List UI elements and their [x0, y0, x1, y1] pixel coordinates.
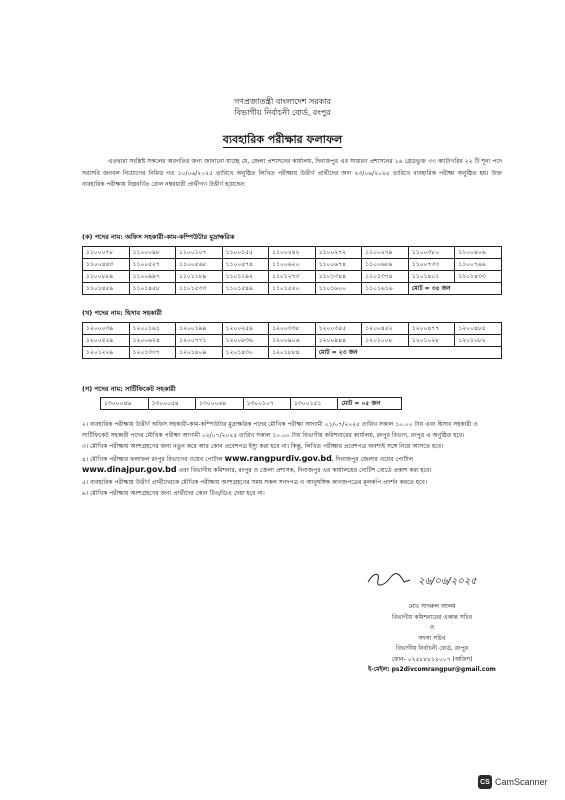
roll-number-cell: ১১০০৪৪৩	[83, 259, 130, 271]
signature-block	[362, 602, 502, 676]
roll-number-cell: ১১০০০৭৮	[83, 247, 130, 259]
roll-number-cell: ১১০০৪০৬	[455, 247, 502, 259]
roll-number-cell: ১২০০৬২৪	[129, 335, 176, 347]
table-row	[83, 259, 502, 271]
roll-number-cell: ১২০০৩৩৮	[269, 323, 316, 335]
roll-number-cell: ১১০১১৯২	[222, 271, 269, 283]
roll-number-cell: ১১০০০৯৮	[129, 247, 176, 259]
roll-number-cell: ১১০০২৪২	[269, 247, 316, 259]
rangpur-portal-link[interactable]: www.rangpurdiv.gov.bd	[224, 453, 332, 463]
roll-number-cell: ১১০০৬৮৯	[362, 259, 409, 271]
roll-number-cell: ১১০০৯৯৭	[129, 271, 176, 283]
total-count-cell: মোট = ৩৪ জন	[408, 283, 501, 295]
roll-number-cell: ১২০১৮৮৪	[269, 347, 316, 359]
roll-number-cell: ১১০১১৮৯	[176, 271, 223, 283]
roll-number-cell: ১২০০১৬১	[129, 323, 176, 335]
roll-number-cell: ১২০১৪০৯	[176, 347, 223, 359]
roll-number-cell: ১২০১০২৮	[408, 335, 455, 347]
notes	[82, 420, 502, 501]
roll-number-cell: ১১০০৭৩৩	[408, 259, 455, 271]
total-count-cell: মোট = ০৫ জন	[338, 398, 402, 410]
roll-number-cell: ১২০০৯০৬	[269, 335, 316, 347]
roll-number-cell: ১১০১৪৫৮	[129, 283, 176, 295]
roll-number-cell: ১২০১৪৩০	[222, 347, 269, 359]
document-title: ব্যবহারিক পরীক্ষার ফলাফল	[222, 133, 343, 146]
roll-number-cell: ১১০০৭৯৬	[455, 259, 502, 271]
table-row	[83, 283, 502, 295]
roll-number-cell: ১২০০৮৩৬	[222, 335, 269, 347]
table-row	[83, 271, 502, 283]
table-row	[83, 247, 502, 259]
roll-number-cell: ১১০০৫৭৪	[222, 259, 269, 271]
roll-number-cell: ১২০০৭৭১	[176, 335, 223, 347]
roll-table-certificate-assistant	[100, 397, 402, 410]
board-header: বিভাগীয় নির্বাচনী বোর্ড, রংপুর	[234, 108, 331, 117]
roll-number-cell: ১২০০৫২৯	[83, 335, 130, 347]
roll-number-cell: ১২০০৪৮৫	[455, 323, 502, 335]
camscanner-watermark	[478, 774, 548, 790]
intro-paragraph: এতদ্বারা সংশ্লিষ্ট সকলের অবগতির জন্য জানানো যাচ্ছে যে, জেলা প্রশাসনের কার্যালয়, দিনাজপুর এর সাধারণ প্রশাসনের ১৬ গ্রেডভুক্ত ৩৩ ক্যাটাগরির ২২ টি শূন্য পদে সরাসরি জনবল নিয়োগের নিমিত্ত গত ১০/০৬/২০২৫ তারিখে অনুষ্ঠিত লিখিত পরীক্ষায় উত্তীর্ণ প্রার্থীদের অদ্য ২৩/০৬/২০২৫ তারিখে ব্যবহারিক পরীক্ষা অনুষ্ঠিত হয়। উক্ত ব্যবহারিক পরীক্ষায় নিম্নবর্ণিত রোল নম্বরধারী প্রার্থীগণ উত্তীর্ণ হয়েছেন:	[82, 158, 502, 188]
section-heading-office-assistant: (ক) পদের নাম: অফিস সহকারী-কাম-কম্পিউটার মুদ্রাক্ষরিক	[82, 233, 235, 241]
govt-header: গণপ্রজাতন্ত্রী বাংলাদেশ সরকার	[233, 97, 332, 106]
roll-number-cell: ১৩০০০৫৪	[148, 398, 196, 410]
roll-number-cell: ১১০০৬৭৪	[315, 259, 362, 271]
roll-number-cell: ১২০০১৯৯	[176, 323, 223, 335]
roll-number-cell: ১১০০৩৮০	[408, 247, 455, 259]
signatory-name: মোঃ সাদরুল আলম	[408, 603, 456, 610]
roll-number-cell: ১১০০৫৬৮	[176, 259, 223, 271]
signatory-board: বিভাগীয় নির্বাচনী বোর্ড, রংপুর	[395, 645, 469, 652]
roll-number-cell: ১২০০৩৫৫	[315, 323, 362, 335]
roll-number-cell: ১১০০৬২০	[269, 259, 316, 271]
roll-table-accounts-assistant	[82, 322, 502, 359]
roll-number-cell: ১২০১০০৮	[362, 335, 409, 347]
roll-number-cell: ১১০০৮৮৯	[83, 271, 130, 283]
roll-number-cell: ১২০১০৮২	[455, 335, 502, 347]
table-row	[101, 398, 402, 410]
roll-number-cell: ১২০০৪৫২	[362, 323, 409, 335]
table-row	[83, 335, 502, 347]
roll-number-cell: ১২০০০৩৯	[83, 323, 130, 335]
roll-number-cell: ১১০১৬০০	[315, 283, 362, 295]
roll-number-cell: ১১০১৩৭৪	[362, 271, 409, 283]
roll-number-cell: ১১০০২৭২	[315, 247, 362, 259]
handwritten-signature	[340, 570, 560, 588]
roll-number-cell: ১২০০৯৪৪	[315, 335, 362, 347]
roll-number-cell: ১১০১৫৫০	[269, 283, 316, 295]
note-2: ২। ব্যবহারিক পরীক্ষায় উত্তীর্ণ অফিস সহকারী-কাম-কম্পিউটার মুদ্রাক্ষরিক পদের মৌখিক পরীক্ষা আগামী ০১/০৭/২০২৫ তারিখ সকাল ১০.০০ টায় এবং হিসাব সহকারী ও সার্টিফিকেট সহকারী পদের মৌখিক পরীক্ষা আগামী ০২/০৭/২০২৫ তারিখ সকাল ১০.০০ টায় বিভাগীয় কমিশনারের কার্যালয়, রংপুর বিভাগ, রংপুর এ অনুষ্ঠিত হবে।	[82, 421, 478, 439]
roll-number-cell: ১১০১৫৩৩	[176, 283, 223, 295]
roll-number-cell: ১২০০২৫৯	[222, 323, 269, 335]
signatory-designation: বিভাগীয় কমিশনারের একান্ত সচিব	[391, 613, 473, 621]
roll-number-cell: ১১০১২৭৩	[269, 271, 316, 283]
table-row	[83, 347, 502, 359]
signatory-and: ও	[429, 624, 435, 631]
signatory-email: ই-মেইল: ps2divcomrangpur@gmail.com	[368, 666, 496, 673]
roll-number-cell: ১১০১৪০১	[408, 271, 455, 283]
table-row	[83, 323, 502, 335]
roll-number-cell: ১৩০০১০৭	[243, 398, 291, 410]
note-4: ৪। মৌখিক পরীক্ষার ফলাফল রংপুর বিভাগের ওয়েব পোর্টাল www.rangpurdiv.gov.bd, দিনাজপুর জেলার ওয়েব পোর্টাল www.dinajpur.gov.bd এবং বিভাগীয় কমিশনার, রংপুর ও জেলা প্রশাসক, দিনাজপুর এর কার্যালয়ের নোটিশ বোর্ডে প্রকাশ করা হবে।	[82, 453, 432, 474]
roll-number-cell: ১২০১৩৩৭	[129, 347, 176, 359]
roll-number-cell: ১১০০৫২৭	[129, 259, 176, 271]
camscanner-text: CamScanner	[495, 777, 548, 787]
section-heading-certificate-assistant: (গ) পদের নাম: সার্টিফিকেট সহকারী	[82, 385, 176, 393]
signatory-role: সদস্য সচিব	[418, 634, 446, 642]
roll-number-cell: ১১০০২৭৯	[362, 247, 409, 259]
signature-date: ২৬/০৬/২০২৫	[418, 576, 477, 587]
roll-number-cell: ১১০১৫৪৯	[222, 283, 269, 295]
camscanner-logo-icon: CS	[478, 775, 492, 789]
roll-number-cell: ১১০০১৫৫	[222, 247, 269, 259]
section-heading-accounts-assistant: (খ) পদের নাম: হিসাব সহকারী	[82, 309, 162, 317]
roll-number-cell: ১৩০০০৬৪	[196, 398, 244, 410]
roll-table-office-assistant	[82, 246, 502, 295]
roll-number-cell: ১১০০১০৭	[176, 247, 223, 259]
dinajpur-portal-link[interactable]: www.dinajpur.gov.bd	[82, 465, 177, 474]
roll-number-cell: ১১০১৪৩৩	[455, 271, 502, 283]
roll-number-cell: ১২০১২২৯	[83, 347, 130, 359]
roll-number-cell: ১১০১৪৫৯	[83, 283, 130, 295]
total-count-cell: মোট = ২৩ জন	[315, 347, 501, 359]
roll-number-cell: ১১০১৩৪৪	[315, 271, 362, 283]
roll-number-cell: ১৩০০০৪৬	[101, 398, 149, 410]
roll-number-cell: ১১০১৬১৬	[362, 283, 409, 295]
note-3: ৩। মৌখিক পরীক্ষায় অংশগ্রহণের জন্য নতুন করে আর কোন প্রবেশপত্র ইস্যু করা হবে না। কিন্তু, লিখিত পরীক্ষার প্রবেশপত্র অবশ্যই সঙ্গে নিয়ে আসতে হবে।	[82, 443, 444, 450]
note-6: ৬। মৌখিক পরীক্ষায় অংশগ্রহণের জন্য প্রার্থীদের কোন টিএ/ডিএ দেয়া হবে না।	[82, 490, 265, 497]
signatory-phone: ফোন- ০২৫৮৮৮১২০০৭ (অফিস)	[391, 655, 473, 663]
roll-number-cell: ১২০০৪৭৭	[408, 323, 455, 335]
note-5: ৫। ব্যবহারিক পরীক্ষায় উত্তীর্ণ প্রার্থীদেরকে মৌখিক পরীক্ষায় অংশগ্রহণের সময় সকল সনদপত্র ও আনুষঙ্গিক কাগজপত্রের মূলকপি প্রদর্শন করতে হবে।	[82, 478, 427, 486]
roll-number-cell: ১৩০০১৫১	[291, 398, 338, 410]
